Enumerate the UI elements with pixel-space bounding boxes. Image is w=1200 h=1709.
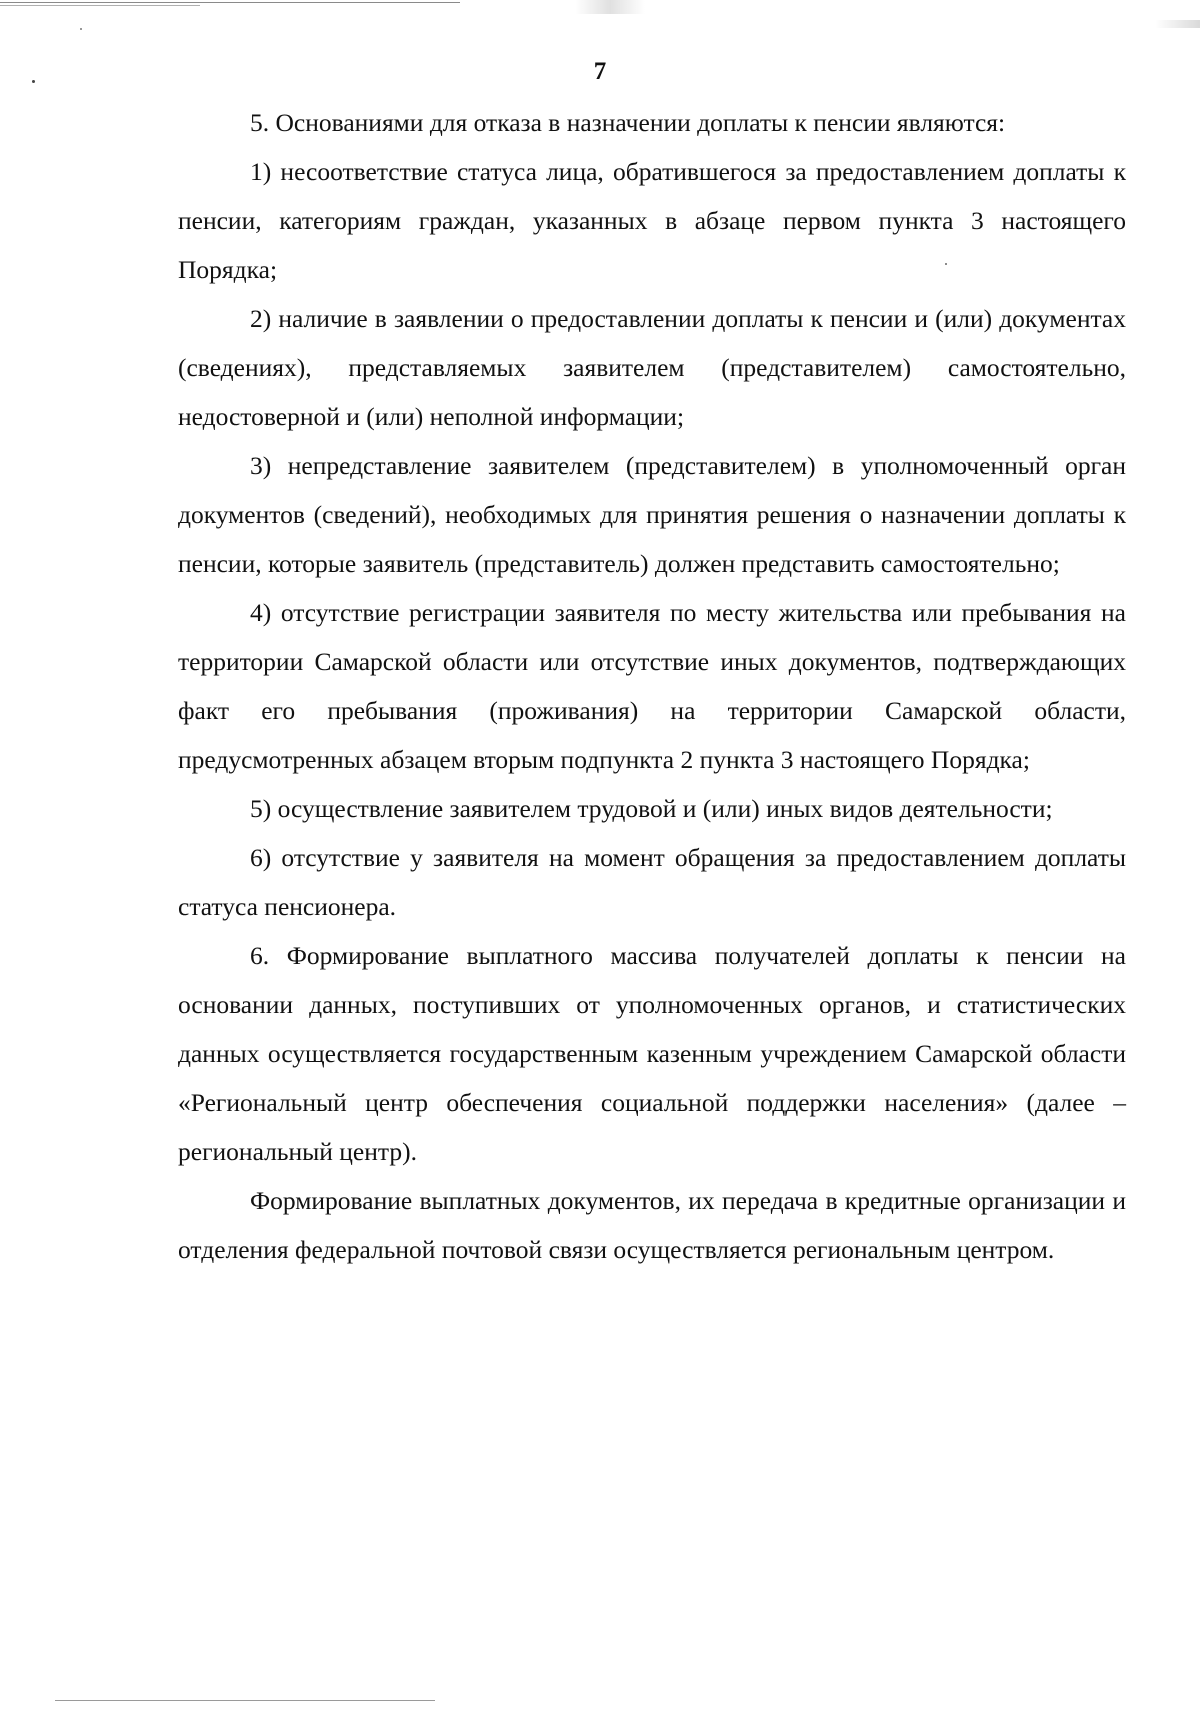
paragraph-section-6: 6. Формирование выплатного массива получателей доплаты к пенсии на основании данных, поступивших от уполномоченных органов, и статистических данных осуществляется государственным казенным учреждением Самарской области «Региональный центр обеспечения социальной поддержки населения» (далее – региональный центр). bbox=[178, 941, 1126, 1166]
scan-artifact-dot bbox=[80, 28, 82, 30]
document-body bbox=[178, 98, 1126, 1274]
paragraph-item-6: 6) отсутствие у заявителя на момент обращения за предоставлением доплаты статуса пенсионера. bbox=[178, 843, 1126, 921]
scan-artifact-smudge bbox=[575, 0, 645, 14]
paragraph-item-2: 2) наличие в заявлении о предоставлении доплаты к пенсии и (или) документах (сведениях), представляемых заявителем (представителем) самостоятельно, недостоверной и (или) неполной информации; bbox=[178, 304, 1126, 431]
paragraph-item-4: 4) отсутствие регистрации заявителя по месту жительства или пребывания на территории Самарской области или отсутствие иных документов, подтверждающих факт его пребывания (проживания) на территории Самарской области, предусмотренных абзацем вторым подпункта 2 пункта 3 настоящего Порядка; bbox=[178, 598, 1126, 774]
paragraph-item-1: 1) несоответствие статуса лица, обратившегося за предоставлением доплаты к пенсии, категориям граждан, указанных в абзаце первом пункта 3 настоящего Порядка; bbox=[178, 157, 1126, 284]
scan-artifact-top-line-2 bbox=[0, 5, 200, 6]
paragraph-refusal-grounds: 5. Основаниями для отказа в назначении доплаты к пенсии являются: bbox=[250, 108, 1006, 137]
page-number: 7 bbox=[593, 58, 607, 85]
scan-artifact-smudge bbox=[1155, 20, 1200, 28]
scan-artifact-top-line bbox=[0, 2, 460, 3]
paragraph-item-5: 5) осуществление заявителем трудовой и (или) иных видов деятельности; bbox=[250, 794, 1053, 823]
paragraph-payment-documents: Формирование выплатных документов, их передача в кредитные организации и отделения федеральной почтовой связи осуществляется региональным центром. bbox=[178, 1186, 1126, 1264]
paragraph-item-3: 3) непредставление заявителем (представителем) в уполномоченный орган документов (сведений), необходимых для принятия решения о назначении доплаты к пенсии, которые заявитель (представитель) должен представить самостоятельно; bbox=[178, 451, 1126, 578]
scan-artifact-bottom-line bbox=[55, 1700, 435, 1701]
